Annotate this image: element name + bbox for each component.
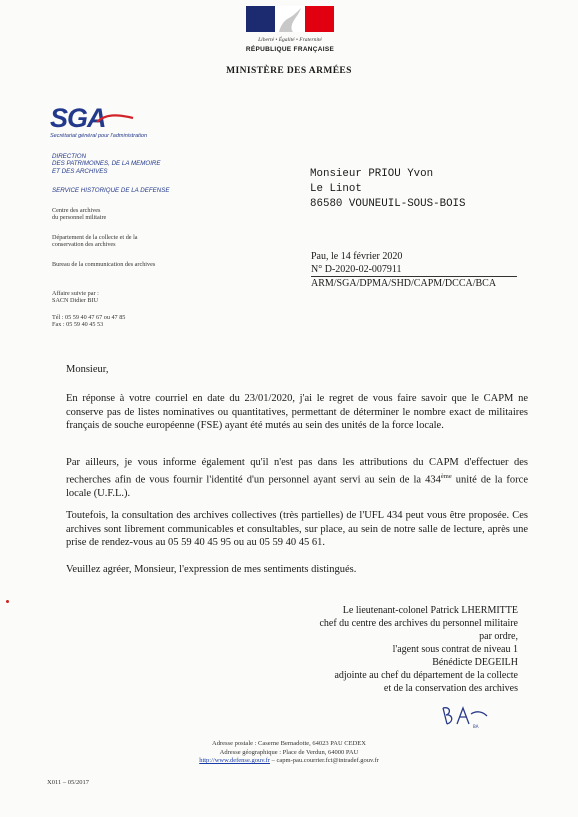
stray-mark	[6, 600, 9, 603]
document-code: X011 – 05/2017	[47, 779, 90, 786]
sga-subtitle: Secrétariat général pour l'administration	[50, 133, 148, 139]
footer-address: Adresse postale : Caserne Bernadotte, 64023 PAU CEDEX Adresse géographique : Place de Verdun, 64000 PAU http://www.defense.gouv.fr – capm-pau.courrier.fct@intradef.gouv.fr	[199, 740, 379, 764]
ministry-title: MINISTÈRE DES ARMÉES	[226, 66, 352, 76]
letter-paragraph-3: Toutefois, la consultation des archives collectives (très partielles) de l'UFL 434 peut vous être proposée. Ces archives sont librement communicables et consultables, sur place, au sein de notre salle de lecture, après une prise de rendez-vous au 05 59 40 45 95 ou au 05 59 40 45 61.	[66, 510, 528, 549]
svg-text:BA: BA	[473, 724, 479, 729]
recipient-address: Monsieur PRIOU Yvon Le Linot 86580 VOUNEUIL-SOUS-BOIS	[310, 168, 466, 210]
sga-swoosh-icon	[95, 112, 135, 126]
republic-motto: Liberté • Égalité • Fraternité	[258, 37, 322, 43]
sender-centre: Centre des archives du personnel militaire	[52, 207, 107, 222]
letter-salutation: Monsieur,	[66, 364, 109, 375]
sga-logo: SGA	[50, 103, 106, 133]
sender-phone: Tél : 05 59 40 47 67 ou 47 85 Fax : 05 59 40 45 53	[52, 314, 126, 329]
marianne-logo	[246, 6, 334, 32]
letter-paragraph-1: En réponse à votre courriel en date du 23/01/2020, j'ai le regret de vous faire savoir que le CAPM ne conserve pas de listes nominatives ou quantitatives, permettant de déterminer le nombre exact de militaires français de souche européenne (FSE) ayant été mutés au sein des unités de la force locale.	[66, 393, 528, 432]
sender-departement: Département de la collecte et de la conservation des archives	[52, 234, 138, 249]
sender-service: SERVICE HISTORIQUE DE LA DEFENSE	[52, 187, 170, 194]
website-link[interactable]: http://www.defense.gouv.fr	[199, 757, 271, 764]
letter-reference: Pau, le 14 février 2020 N° D-2020-02-007911 ARM/SGA/DPMA/SHD/CAPM/DCCA/BCA	[311, 250, 517, 290]
sender-bureau: Bureau de la communication des archives	[52, 261, 156, 268]
republic-name: RÉPUBLIQUE FRANÇAISE	[245, 46, 335, 53]
sender-affaire: Affaire suivie par : SACN Didier BIU	[52, 290, 99, 305]
letter-closing: Veuillez agréer, Monsieur, l'expression de mes sentiments distingués.	[66, 564, 357, 575]
signature-block: Le lieutenant-colonel Patrick LHERMITTE chef du centre des archives du personnel militaire par ordre, l'agent sous contrat de niveau 1 Bénédicte DEGEILH adjointe au chef du département de la collecte et de la conservation des archives	[319, 605, 518, 694]
handwritten-signature	[437, 702, 491, 730]
sender-direction: DIRECTION DES PATRIMOINES, DE LA MEMOIRE ET DES ARCHIVES	[52, 153, 161, 175]
letter-paragraph-2: Par ailleurs, je vous informe également qu'il n'est pas dans les attributions du CAPM d'effectuer des recherches afin de vous fournir l'identité d'un personnel ayant servi au sein de la 434ème unité de la force locale (U.F.L.).	[66, 457, 528, 499]
